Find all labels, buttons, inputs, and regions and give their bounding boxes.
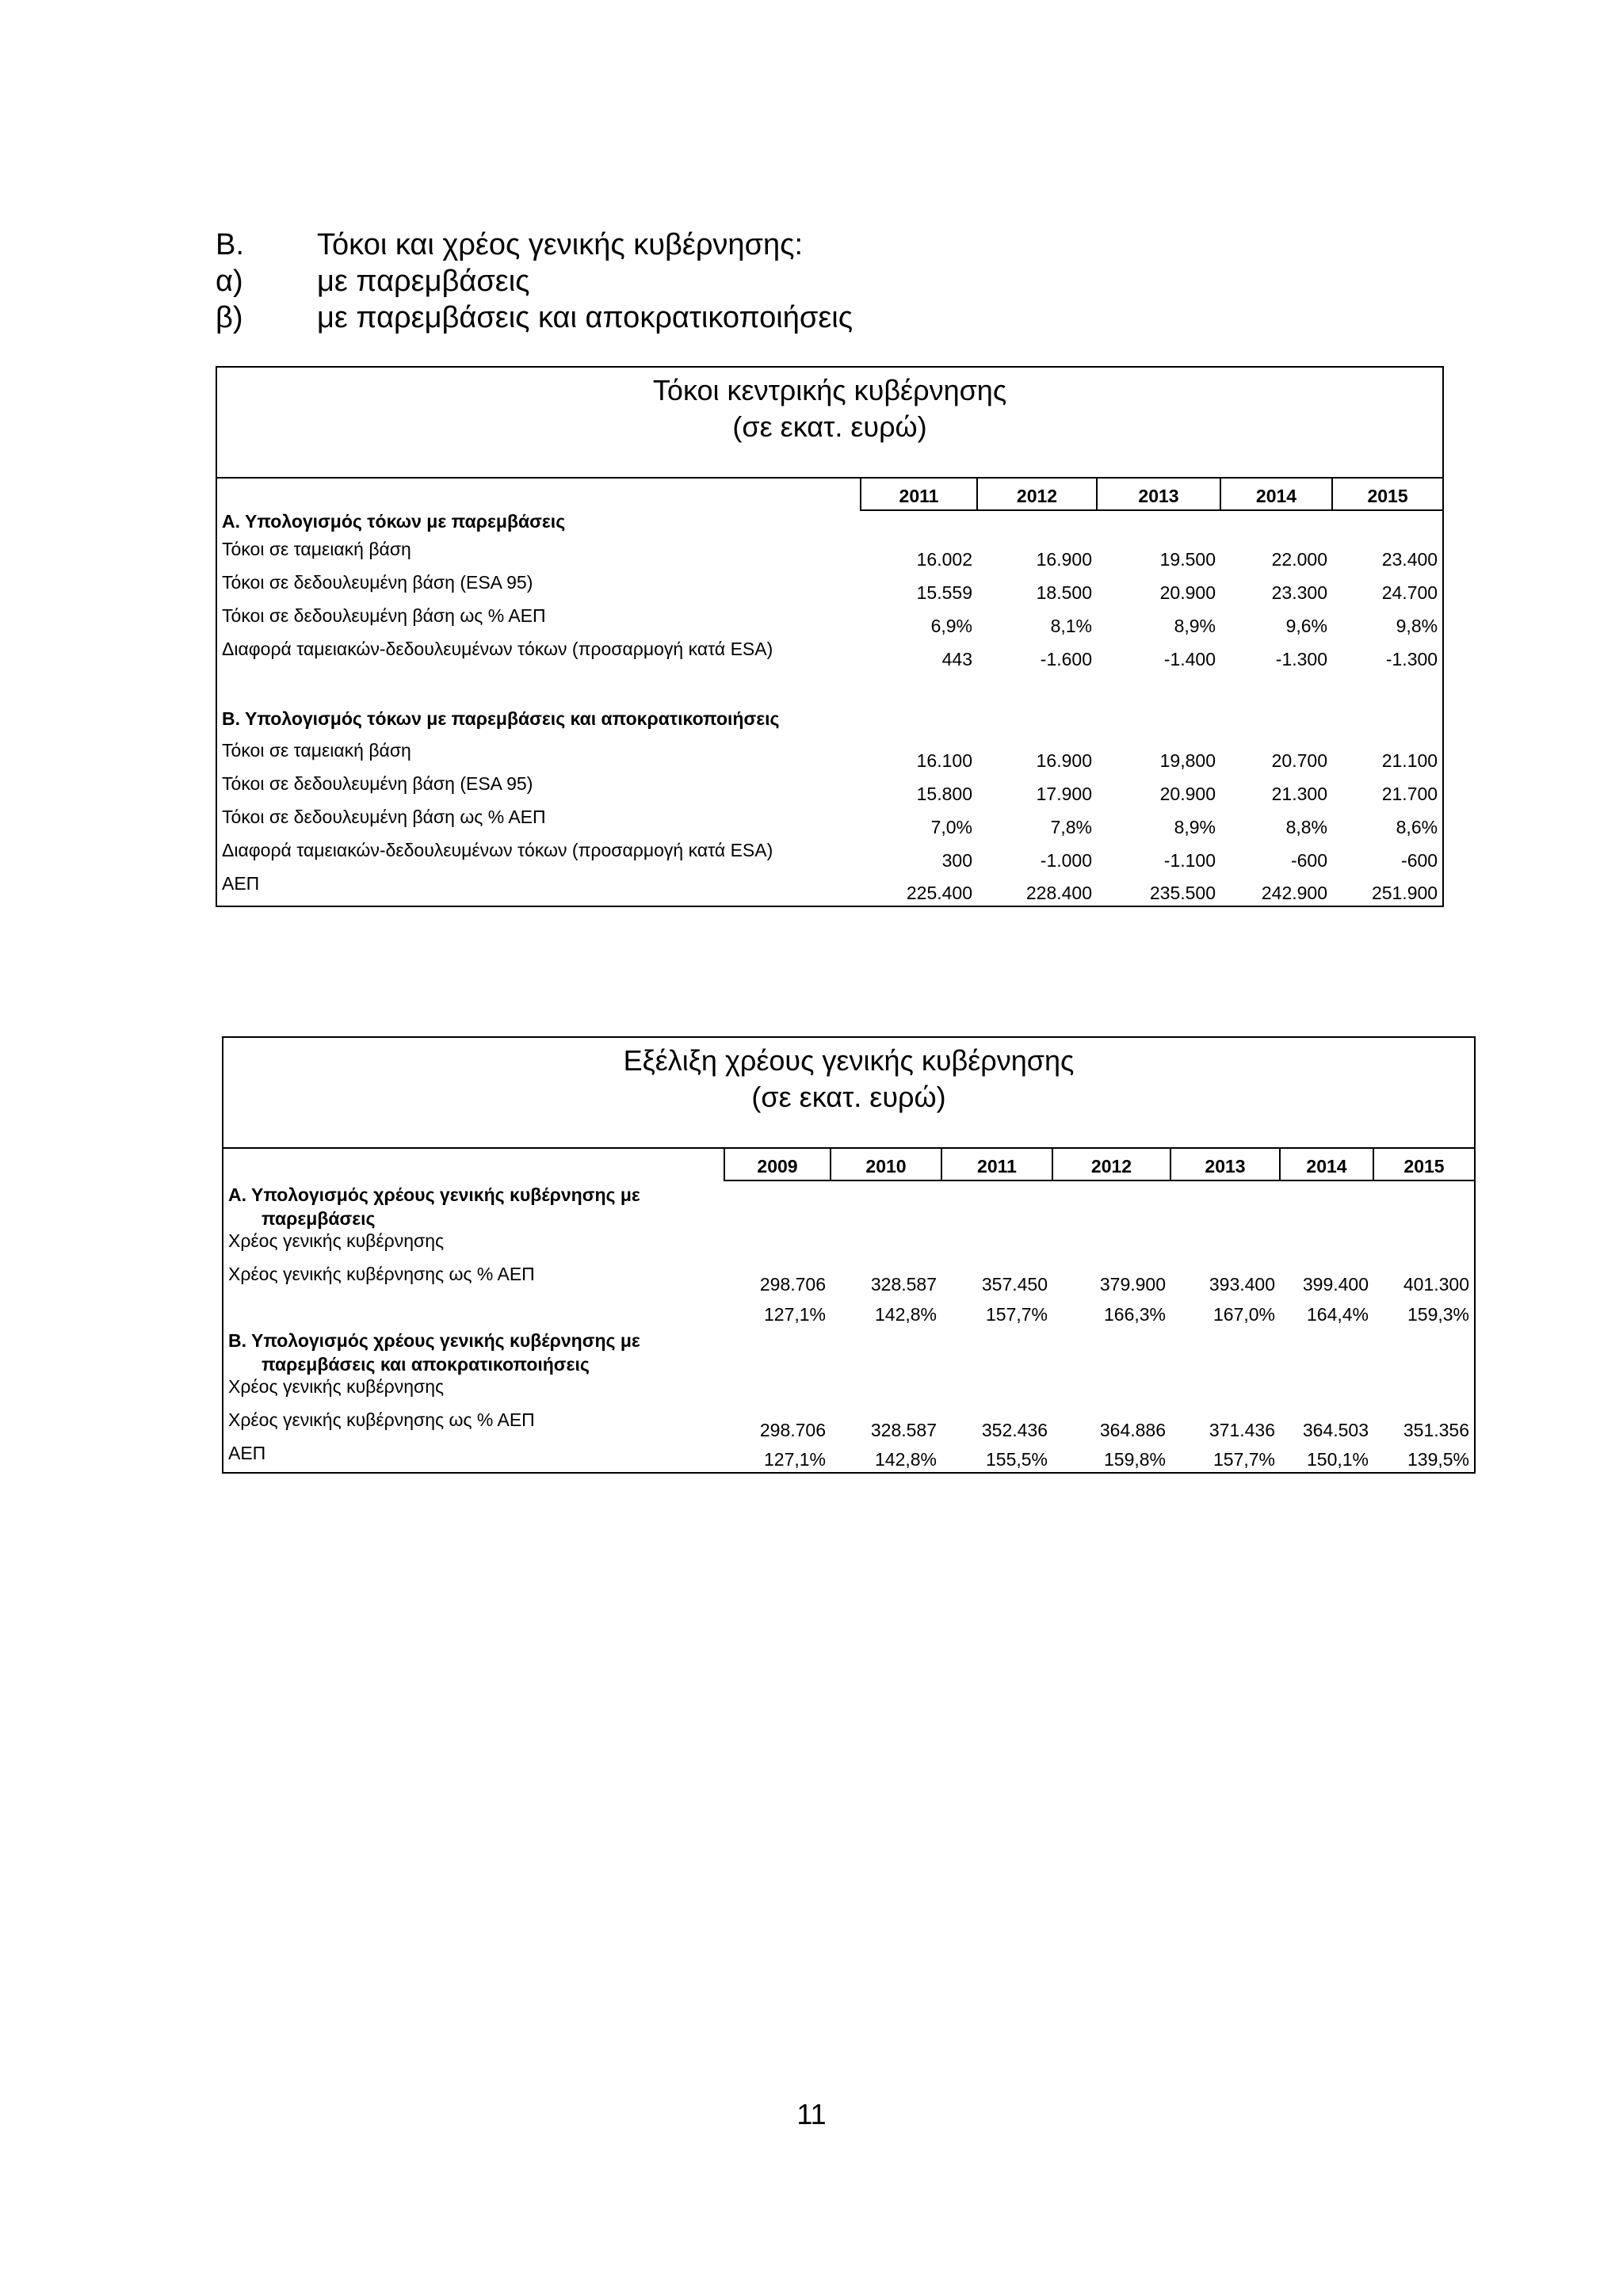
value-cell: -1.000 [1040, 850, 1092, 871]
value-cell: 16.900 [1036, 750, 1092, 771]
value-cell: 364.886 [1099, 1420, 1166, 1440]
table-row [223, 1264, 1475, 1297]
value-cell: 20.900 [1159, 784, 1216, 804]
value-cell: 9,6% [1285, 616, 1327, 636]
table-title [223, 1037, 1475, 1148]
value-cell [831, 1376, 941, 1409]
value-cell: 8,6% [1396, 817, 1438, 837]
value-cell: 228.400 [1025, 883, 1092, 903]
year-header: 2015 [1332, 478, 1443, 510]
value-cell [724, 1230, 831, 1264]
value-cell: 21.300 [1271, 784, 1327, 804]
value-cell: 352.436 [981, 1420, 1048, 1440]
value-cell: -1.100 [1163, 850, 1216, 871]
value-cell: 242.900 [1261, 883, 1327, 903]
table-row [216, 873, 1443, 906]
value-cell: 18.500 [1036, 582, 1092, 603]
year-header-row [223, 1148, 1475, 1180]
value-cell: -600 [1290, 850, 1327, 871]
value-cell: 364.503 [1302, 1420, 1369, 1440]
value-cell: 139,5% [1407, 1449, 1470, 1470]
value-cell: 23.400 [1381, 549, 1438, 570]
value-cell: 16.002 [916, 549, 972, 570]
value-cell: 155,5% [985, 1449, 1048, 1470]
table-row [223, 1376, 1475, 1409]
value-cell [1373, 1230, 1475, 1264]
value-cell: -1.300 [1275, 649, 1327, 669]
value-cell: 8,9% [1174, 616, 1216, 636]
value-cell [1052, 1376, 1170, 1409]
value-cell: 225.400 [906, 883, 972, 903]
row-label [223, 1297, 724, 1327]
value-cell: 166,3% [1103, 1304, 1166, 1325]
value-cell: 401.300 [1403, 1274, 1470, 1295]
value-cell: 7,0% [930, 817, 972, 837]
value-cell: 15.559 [916, 582, 972, 603]
value-cell: 328.587 [870, 1274, 937, 1295]
row-label: Χρέος γενικής κυβέρνησης [228, 1230, 445, 1251]
year-header: 2012 [1052, 1148, 1170, 1180]
value-cell: 164,4% [1306, 1304, 1369, 1325]
table-row [223, 1297, 1475, 1327]
table-subtitle-text: (σε εκατ. ευρώ) [732, 410, 927, 443]
value-cell: 443 [941, 649, 972, 669]
row-label: Τόκοι σε δεδουλευμένη βάση ως % ΑΕΠ [222, 807, 546, 827]
debt-table [222, 1036, 1476, 1474]
value-cell: 21.100 [1381, 750, 1438, 771]
year-header: 2013 [1097, 478, 1220, 510]
row-label: Χρέος γενικής κυβέρνησης ως % ΑΕΠ [228, 1409, 535, 1430]
table-title-text: Τόκοι κεντρικής κυβέρνησης [652, 374, 1007, 406]
value-cell: 159,8% [1103, 1449, 1166, 1470]
year-header: 2013 [1170, 1148, 1280, 1180]
value-cell: 351.356 [1403, 1420, 1470, 1440]
value-cell: 142,8% [874, 1304, 937, 1325]
value-cell: 7,8% [1050, 817, 1092, 837]
value-cell: 24.700 [1381, 582, 1438, 603]
value-cell: 8,9% [1174, 817, 1216, 837]
value-cell: 157,7% [985, 1304, 1048, 1325]
value-cell: 19.500 [1159, 549, 1216, 570]
page-number: 11 [796, 2098, 827, 2130]
row-label: Τόκοι σε δεδουλευμένη βάση (ESA 95) [222, 773, 533, 794]
row-label: Χρέος γενικής κυβέρνησης ως % ΑΕΠ [228, 1264, 535, 1284]
value-cell [1373, 1376, 1475, 1409]
section-a-title [223, 1180, 1475, 1230]
table-row [216, 840, 1443, 873]
heading-text: με παρεμβάσεις και αποκρατικοποιήσεις [317, 301, 854, 334]
year-header-row [216, 478, 1443, 510]
section-heading [216, 227, 853, 336]
row-label: Χρέος γενικής κυβέρνησης [228, 1376, 445, 1397]
row-label: Τόκοι σε δεδουλευμένη βάση ως % ΑΕΠ [222, 605, 546, 626]
table-row [216, 773, 1443, 807]
section-b-line: Β. Υπολογισμός χρέους γενικής κυβέρνησης με [228, 1330, 640, 1351]
section-a-line: Α. Υπολογισμός χρέους γενικής κυβέρνησης με [228, 1184, 640, 1205]
value-cell: -1.300 [1385, 649, 1438, 669]
row-label: Τόκοι σε δεδουλευμένη βάση (ESA 95) [222, 572, 533, 593]
value-cell [1170, 1376, 1280, 1409]
year-header: 2009 [724, 1148, 831, 1180]
year-header: 2012 [977, 478, 1097, 510]
table-row [216, 639, 1443, 672]
row-label: ΑΕΠ [228, 1443, 266, 1463]
value-cell: 127,1% [763, 1304, 826, 1325]
value-cell: 298.706 [759, 1274, 826, 1295]
value-cell: 251.900 [1371, 883, 1438, 903]
row-label: ΑΕΠ [222, 873, 260, 894]
row-label: Διαφορά ταμειακών-δεδουλευμένων τόκων (προσαρμογή κατά ESA) [222, 840, 773, 860]
value-cell [1052, 1230, 1170, 1264]
value-cell: 379.900 [1099, 1274, 1166, 1295]
table-row [216, 605, 1443, 639]
table-row [216, 539, 1443, 572]
value-cell: -600 [1401, 850, 1438, 871]
value-cell [1280, 1230, 1373, 1264]
section-b-line: παρεμβάσεις και αποκρατικοποιήσεις [262, 1354, 590, 1375]
table-subtitle-text: (σε εκατ. ευρώ) [751, 1081, 946, 1113]
value-cell: 16.100 [916, 750, 972, 771]
row-label: Τόκοι σε ταμειακή βάση [222, 740, 411, 761]
heading-label: B. [216, 228, 244, 261]
table-row [223, 1230, 1475, 1264]
year-header: 2014 [1220, 478, 1332, 510]
value-cell [831, 1230, 941, 1264]
value-cell: 328.587 [870, 1420, 937, 1440]
value-cell: 371.436 [1209, 1420, 1275, 1440]
year-header: 2014 [1280, 1148, 1373, 1180]
row-label: Τόκοι σε ταμειακή βάση [222, 539, 411, 559]
value-cell: 21.700 [1381, 784, 1438, 804]
value-cell [1170, 1230, 1280, 1264]
value-cell: 127,1% [763, 1449, 826, 1470]
value-cell [941, 1230, 1052, 1264]
table-row [223, 1443, 1475, 1473]
section-a-title: Α. Υπολογισμός τόκων με παρεμβάσεις [222, 511, 566, 532]
row-label: Διαφορά ταμειακών-δεδουλευμένων τόκων (προσαρμογή κατά ESA) [222, 639, 773, 659]
section-a-line: παρεμβάσεις [262, 1208, 376, 1229]
heading-text: με παρεμβάσεις [317, 265, 530, 298]
year-header: 2010 [831, 1148, 941, 1180]
value-cell [1280, 1376, 1373, 1409]
section-b-title [223, 1327, 1475, 1376]
value-cell: -1.600 [1040, 649, 1092, 669]
table-title [216, 367, 1443, 478]
value-cell: 235.500 [1149, 883, 1216, 903]
value-cell: 17.900 [1036, 784, 1092, 804]
value-cell: 393.400 [1209, 1274, 1275, 1295]
value-cell: 142,8% [874, 1449, 937, 1470]
value-cell: 300 [941, 850, 972, 871]
value-cell: 16.900 [1036, 549, 1092, 570]
value-cell: 357.450 [981, 1274, 1048, 1295]
year-header: 2011 [941, 1148, 1052, 1180]
table-title-text: Εξέλιξη χρέους γενικής κυβέρνησης [623, 1044, 1075, 1077]
value-cell: 15.800 [916, 784, 972, 804]
value-cell: 167,0% [1212, 1304, 1275, 1325]
value-cell: 399.400 [1302, 1274, 1369, 1295]
interest-table [216, 366, 1444, 907]
value-cell: -1.400 [1163, 649, 1216, 669]
value-cell: 159,3% [1407, 1304, 1470, 1325]
year-header: 2011 [861, 478, 977, 510]
heading-label: β) [216, 301, 243, 334]
value-cell: 23.300 [1271, 582, 1327, 603]
value-cell: 20.700 [1271, 750, 1327, 771]
value-cell [724, 1376, 831, 1409]
year-header: 2015 [1373, 1148, 1475, 1180]
value-cell: 150,1% [1306, 1449, 1369, 1470]
heading-label: α) [216, 265, 243, 298]
value-cell: 9,8% [1396, 616, 1438, 636]
table-row [223, 1409, 1475, 1443]
value-cell: 19,800 [1159, 750, 1216, 771]
value-cell: 157,7% [1212, 1449, 1275, 1470]
value-cell: 8,1% [1050, 616, 1092, 636]
value-cell [941, 1376, 1052, 1409]
heading-text: Τόκοι και χρέος γενικής κυβέρνησης: [317, 228, 804, 261]
table-row [216, 740, 1443, 773]
value-cell: 298.706 [759, 1420, 826, 1440]
value-cell: 22.000 [1271, 549, 1327, 570]
table-row [216, 807, 1443, 840]
section-b-title: Β. Υπολογισμός τόκων με παρεμβάσεις και αποκρατικοποιήσεις [222, 708, 780, 729]
value-cell: 6,9% [930, 616, 972, 636]
table-row [216, 572, 1443, 605]
value-cell: 8,8% [1285, 817, 1327, 837]
value-cell: 20.900 [1159, 582, 1216, 603]
